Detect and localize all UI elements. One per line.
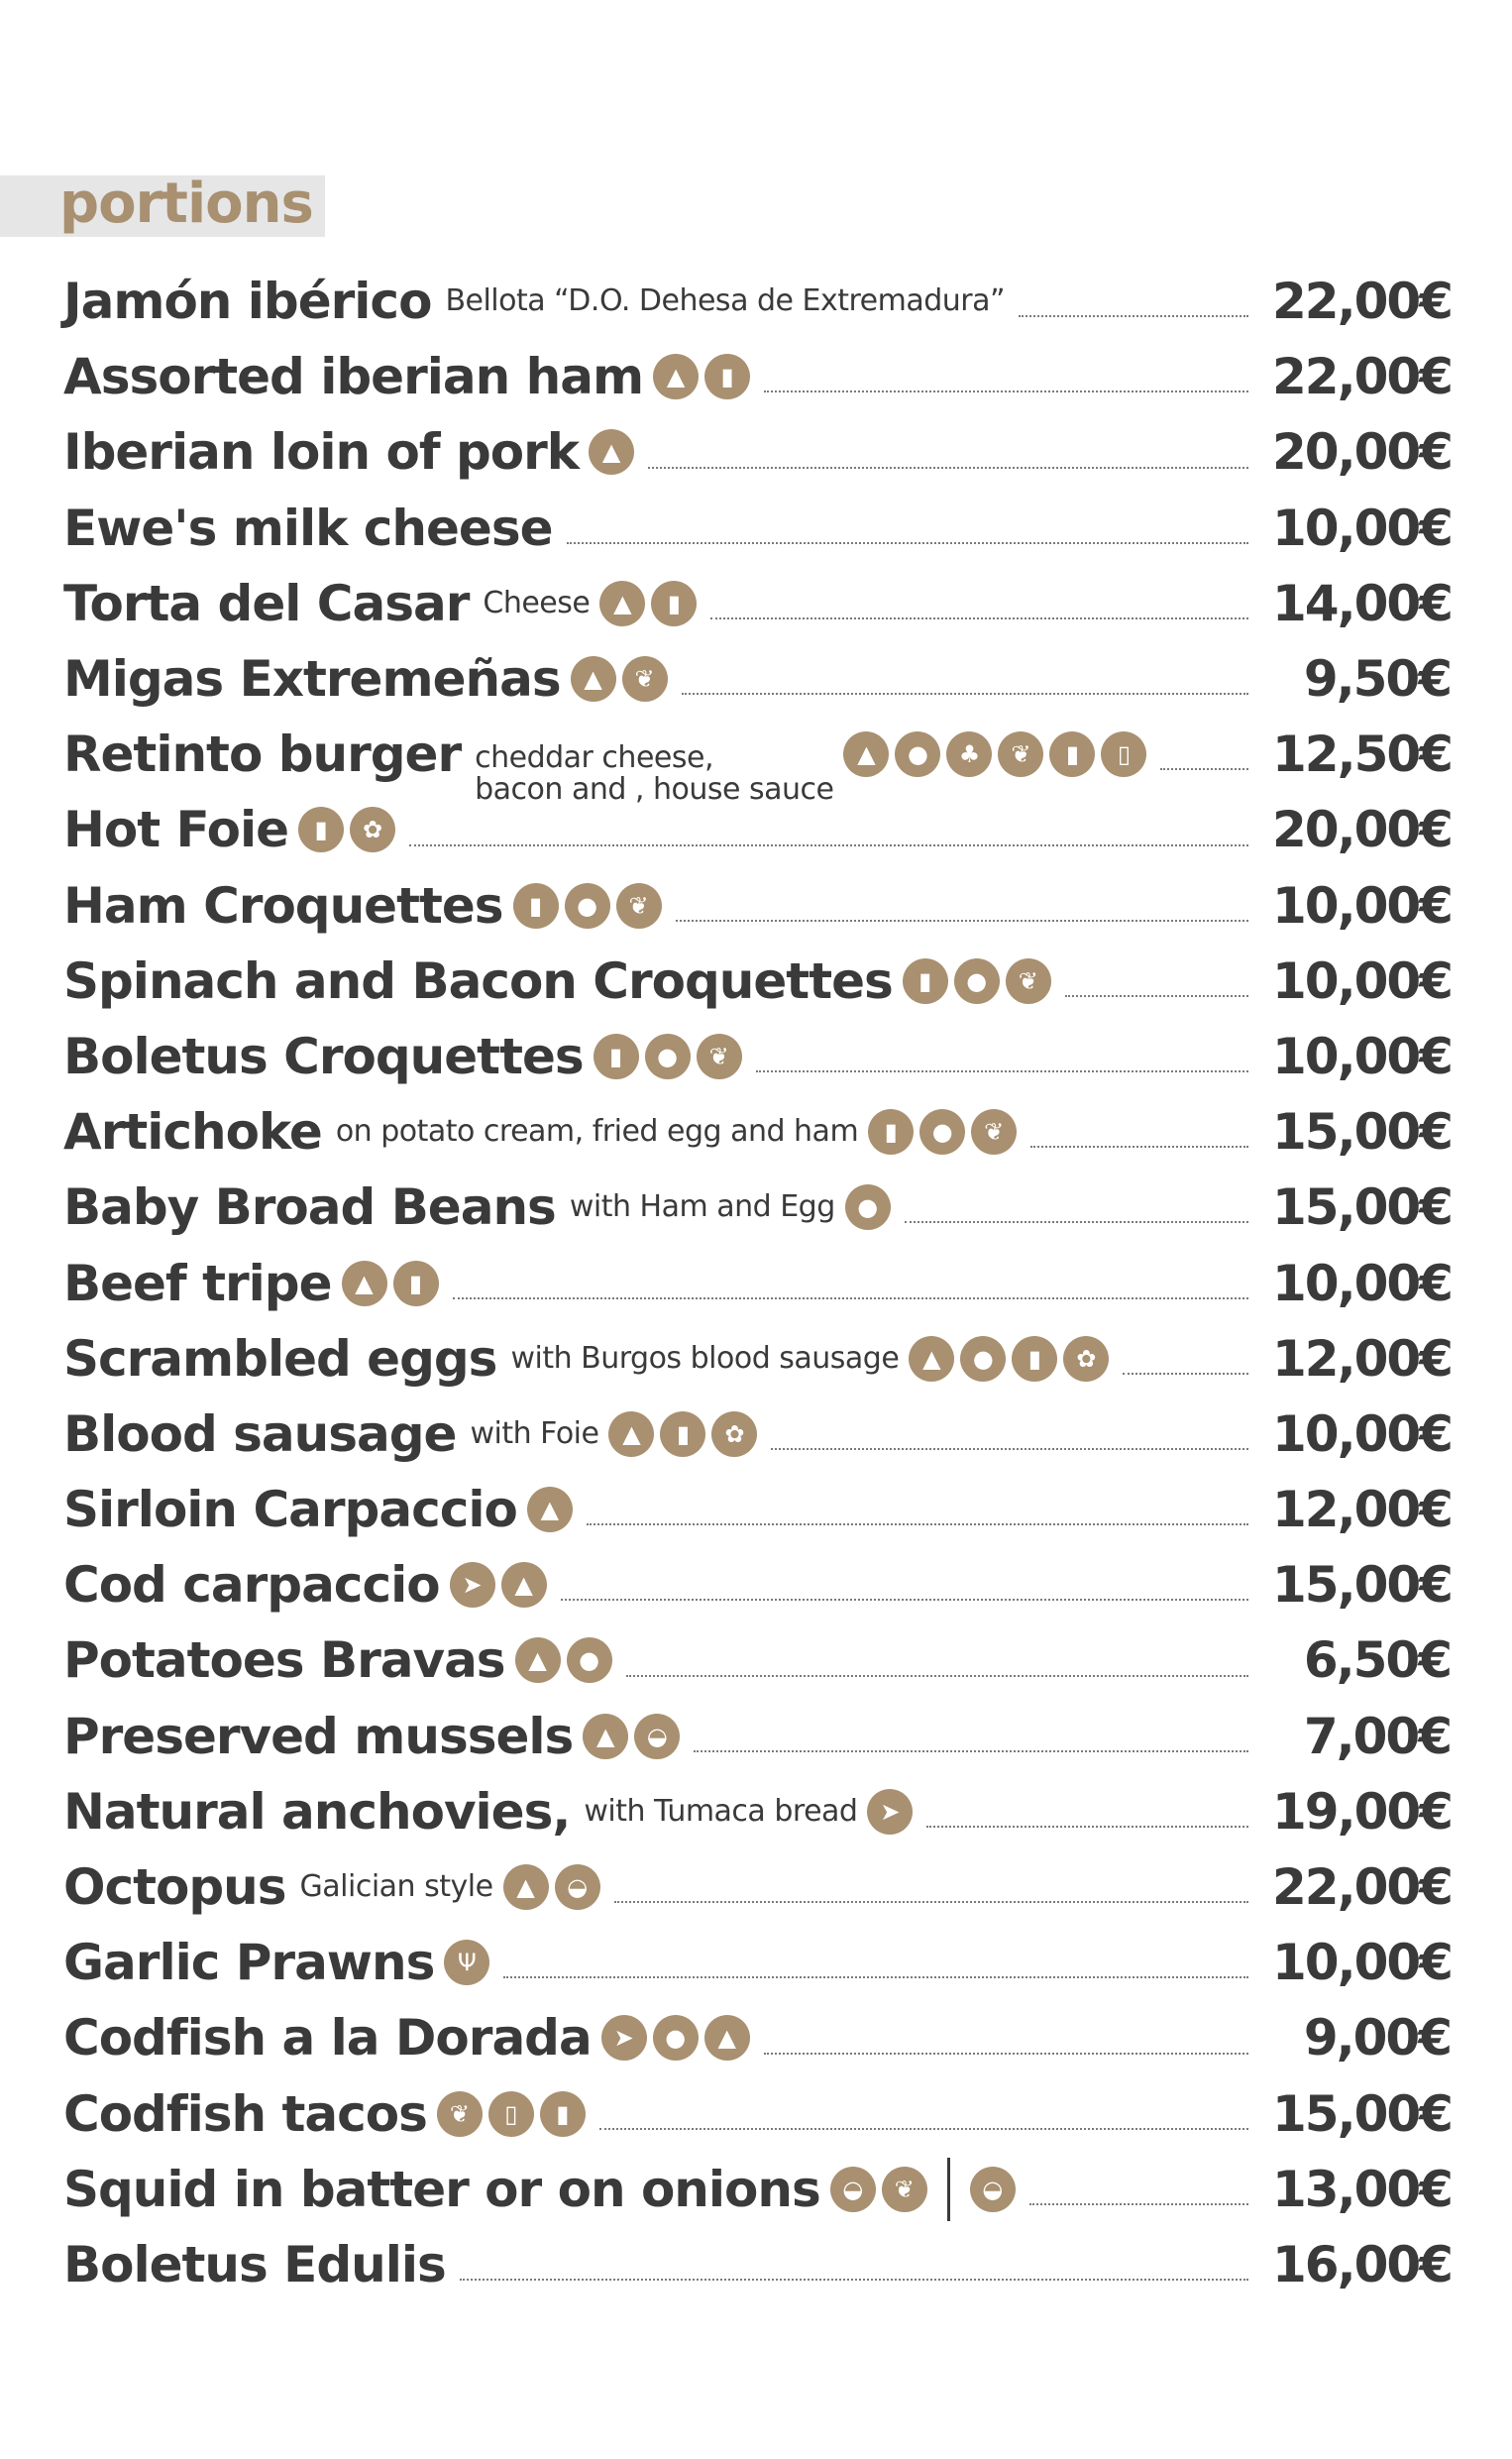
item-name: Ham Croquettes	[63, 876, 503, 935]
item-price: 22,00€	[1272, 1858, 1452, 1917]
menu-item	[63, 1774, 1451, 1849]
sulphites-icon: ▲	[501, 1562, 547, 1608]
dot-leader	[1123, 1373, 1248, 1375]
gluten-icon: ❦	[882, 2167, 927, 2212]
allergen-icons	[444, 1940, 489, 1985]
item-name: Preserved mussels	[63, 1707, 574, 1765]
menu-item	[63, 1094, 1451, 1170]
fish-icon: ➤	[450, 1562, 495, 1608]
dot-leader	[1160, 768, 1248, 770]
menu-item	[63, 1170, 1451, 1245]
item-name: Octopus	[63, 1858, 286, 1917]
item-price: 6,50€	[1303, 1631, 1451, 1690]
item-description: with Foie	[470, 1415, 599, 1451]
sulphites-icon: ▲	[583, 1714, 628, 1759]
dot-leader	[599, 2128, 1248, 2130]
menu-item	[63, 2227, 1451, 2302]
sulphites-icon: ▲	[704, 2015, 750, 2061]
dot-leader	[567, 542, 1249, 544]
item-price: 14,00€	[1272, 574, 1452, 632]
dot-leader	[1065, 995, 1248, 997]
eggs-icon: ●	[954, 958, 1000, 1004]
menu-item	[63, 414, 1451, 490]
dot-leader	[409, 844, 1248, 846]
item-name: Scrambled eggs	[63, 1329, 497, 1388]
milk-icon: ▮	[660, 1411, 705, 1457]
menu-item	[63, 2076, 1451, 2152]
dot-leader	[587, 1523, 1248, 1525]
item-price: 22,00€	[1272, 348, 1452, 406]
allergen-icons	[342, 1261, 439, 1306]
item-name: Codfish a la Dorada	[63, 2009, 592, 2068]
allergen-icons	[868, 1109, 1017, 1155]
item-price: 10,00€	[1272, 876, 1452, 935]
item-price: 7,00€	[1303, 1707, 1451, 1765]
dot-leader	[1030, 1146, 1248, 1148]
milk-icon: ▮	[903, 958, 948, 1004]
item-price: 10,00€	[1272, 1027, 1452, 1085]
dot-leader	[460, 2279, 1248, 2281]
allergen-icons	[571, 656, 668, 702]
item-name: Ewe's milk cheese	[63, 499, 553, 557]
item-name: Beef tripe	[63, 1254, 332, 1312]
sulphites-icon: ▲	[599, 581, 645, 626]
menu-item	[63, 1925, 1451, 2000]
item-price: 10,00€	[1272, 1934, 1452, 1992]
menu-item	[63, 2152, 1451, 2227]
fish-icon: ➤	[867, 1789, 913, 1835]
gluten-icon: ❦	[437, 2091, 483, 2137]
allergen-icons	[583, 1714, 680, 1759]
sulphites-icon: ▲	[515, 1637, 561, 1683]
sulphites-icon: ▲	[571, 656, 616, 702]
dot-leader	[694, 1750, 1248, 1752]
nuts-icon: ✿	[711, 1411, 757, 1457]
molluscs-icon: ◒	[555, 1864, 600, 1910]
item-price: 16,00€	[1272, 2235, 1452, 2293]
item-description: Cheese	[483, 585, 591, 620]
item-name: Artichoke	[63, 1103, 322, 1162]
menu-item	[63, 264, 1451, 339]
item-price: 12,00€	[1272, 1329, 1452, 1388]
sulphites-icon: ▲	[909, 1336, 954, 1382]
dot-leader	[764, 2053, 1248, 2055]
milk-icon: ▮	[594, 1034, 639, 1079]
allergen-icons	[599, 581, 697, 626]
milk-icon: ▮	[513, 883, 559, 929]
menu-item	[63, 1245, 1451, 1320]
allergen-icons	[843, 731, 1146, 777]
sulphites-icon: ▲	[653, 354, 699, 399]
item-name: Natural anchovies,	[63, 1782, 571, 1841]
allergen-icons	[845, 1184, 891, 1230]
item-name: Iberian loin of pork	[63, 423, 580, 482]
item-name: Codfish tacos	[63, 2084, 427, 2143]
allergen-icons	[903, 958, 1051, 1004]
gluten-icon: ❦	[971, 1109, 1017, 1155]
item-name: Boletus Croquettes	[63, 1027, 584, 1085]
dot-leader	[926, 1826, 1248, 1828]
item-price: 15,00€	[1272, 1103, 1452, 1162]
item-price: 9,00€	[1303, 2009, 1451, 2068]
item-price: 10,00€	[1272, 1404, 1452, 1463]
menu-item	[63, 1019, 1451, 1094]
dot-leader	[764, 391, 1248, 392]
dot-leader	[453, 1297, 1249, 1299]
item-name: Jamón ibérico	[63, 273, 432, 331]
menu-item	[63, 1699, 1451, 1774]
celery-icon: ♣	[946, 731, 992, 777]
gluten-icon: ❦	[998, 731, 1043, 777]
sulphites-icon: ▲	[342, 1261, 387, 1306]
dot-leader	[614, 1901, 1248, 1903]
eggs-icon: ●	[645, 1034, 691, 1079]
menu-item	[63, 1472, 1451, 1547]
item-price: 13,00€	[1272, 2160, 1452, 2218]
item-description: on potato cream, fried egg and ham	[335, 1114, 859, 1150]
item-name: Baby Broad Beans	[63, 1178, 556, 1237]
item-price: 20,00€	[1272, 801, 1452, 859]
item-name: Boletus Edulis	[63, 2235, 446, 2293]
item-price: 15,00€	[1272, 1556, 1452, 1615]
item-name: Garlic Prawns	[63, 1934, 435, 1992]
molluscs-icon: ◒	[634, 1714, 680, 1759]
gluten-icon: ❦	[616, 883, 662, 929]
menu-item	[63, 792, 1451, 867]
eggs-icon: ●	[895, 731, 940, 777]
item-price: 12,00€	[1272, 1481, 1452, 1539]
item-description: Bellota “D.O. Dehesa de Extremadura”	[445, 283, 1006, 319]
sulphites-icon: ▲	[608, 1411, 654, 1457]
allergen-icons	[503, 1864, 600, 1910]
crustaceans-icon: Ψ	[444, 1940, 489, 1985]
item-price: 10,00€	[1272, 1254, 1452, 1312]
item-name: Hot Foie	[63, 801, 289, 859]
eggs-icon: ●	[919, 1109, 965, 1155]
allergen-icons	[830, 2158, 1016, 2221]
allergen-icons	[909, 1336, 1109, 1382]
allergen-icons	[601, 2015, 750, 2061]
item-description-line: bacon and , house sauce	[475, 772, 834, 808]
eggs-icon: ●	[565, 883, 610, 929]
item-price: 12,50€	[1272, 726, 1452, 784]
nuts-icon: ✿	[350, 807, 395, 852]
item-description: with Ham and Egg	[569, 1189, 835, 1225]
sulphites-icon: ▲	[843, 731, 889, 777]
item-name: Migas Extremeñas	[63, 650, 561, 709]
menu-item	[63, 717, 1452, 808]
menu-item	[63, 1321, 1451, 1397]
fish-icon: ➤	[601, 2015, 647, 2061]
eggs-icon: ●	[653, 2015, 699, 2061]
sulphites-icon: ▲	[503, 1864, 549, 1910]
milk-icon: ▮	[704, 354, 750, 399]
item-name: Blood sausage	[63, 1404, 457, 1463]
molluscs-icon: ◒	[970, 2167, 1016, 2212]
milk-icon: ▮	[868, 1109, 914, 1155]
menu-item	[63, 868, 1451, 944]
nuts-icon: ✿	[1063, 1336, 1109, 1382]
item-description: Galician style	[299, 1869, 493, 1905]
dot-leader	[756, 1070, 1248, 1072]
menu-list	[63, 264, 1451, 2302]
milk-icon: ▮	[1049, 731, 1095, 777]
gluten-icon: ❦	[1006, 958, 1051, 1004]
allergen-icons	[437, 2091, 586, 2137]
dot-leader	[1029, 2203, 1248, 2205]
dot-leader	[682, 693, 1248, 695]
menu-item	[63, 566, 1451, 641]
sulphites-icon: ▲	[527, 1487, 573, 1532]
milk-icon: ▮	[1012, 1336, 1057, 1382]
menu-item	[63, 2000, 1451, 2075]
menu-item	[63, 1622, 1451, 1698]
menu-item	[63, 641, 1451, 717]
item-name: Sirloin Carpaccio	[63, 1481, 517, 1539]
item-name: Squid in batter or on onions	[63, 2160, 820, 2218]
eggs-icon: ●	[567, 1637, 612, 1683]
dot-leader	[503, 1976, 1248, 1978]
item-name: Potatoes Bravas	[63, 1631, 505, 1690]
item-description: with Tumaca bread	[584, 1793, 858, 1829]
item-price: 9,50€	[1303, 650, 1451, 709]
mustard-icon: ▯	[1101, 731, 1146, 777]
dot-leader	[905, 1221, 1248, 1223]
section-title: portions	[59, 171, 313, 236]
allergen-icons	[450, 1562, 547, 1608]
dot-leader	[561, 1599, 1248, 1601]
item-name: Retinto burger	[63, 726, 462, 784]
item-price: 22,00€	[1272, 273, 1452, 331]
menu-item	[63, 491, 1451, 566]
eggs-icon: ●	[845, 1184, 891, 1230]
dot-leader	[710, 617, 1248, 619]
item-name: Torta del Casar	[63, 574, 470, 632]
menu-item	[63, 944, 1451, 1019]
dot-leader	[771, 1448, 1248, 1450]
milk-icon: ▮	[540, 2091, 586, 2137]
gluten-icon: ❦	[697, 1034, 742, 1079]
menu-item	[63, 1547, 1451, 1622]
item-name: Assorted iberian ham	[63, 348, 644, 406]
dot-leader	[648, 467, 1248, 469]
milk-icon: ▮	[393, 1261, 439, 1306]
dot-leader	[1019, 315, 1248, 317]
allergen-icons	[513, 883, 662, 929]
allergen-icons	[867, 1789, 913, 1835]
item-price: 15,00€	[1272, 1178, 1452, 1237]
allergen-icons	[527, 1487, 573, 1532]
item-description: with Burgos blood sausage	[510, 1340, 900, 1376]
gluten-icon: ❦	[622, 656, 668, 702]
menu-item	[63, 1849, 1451, 1925]
allergen-icons	[589, 429, 634, 475]
molluscs-icon: ◒	[830, 2167, 876, 2212]
dot-leader	[676, 920, 1248, 922]
item-price: 19,00€	[1272, 1782, 1452, 1841]
item-price: 15,00€	[1272, 2084, 1452, 2143]
item-description-line: cheddar cheese,	[475, 740, 713, 776]
item-price: 20,00€	[1272, 423, 1452, 482]
allergen-icons	[653, 354, 750, 399]
dot-leader	[626, 1675, 1248, 1677]
allergen-icons	[298, 807, 395, 852]
allergen-icons	[515, 1637, 612, 1683]
mustard-icon: ▯	[488, 2091, 534, 2137]
item-price: 10,00€	[1272, 951, 1452, 1010]
item-price: 10,00€	[1272, 499, 1452, 557]
item-name: Cod carpaccio	[63, 1556, 440, 1615]
menu-item	[63, 1397, 1451, 1472]
allergen-icons	[594, 1034, 742, 1079]
item-name: Spinach and Bacon Croquettes	[63, 951, 893, 1010]
sulphites-icon: ▲	[589, 429, 634, 475]
eggs-icon: ●	[960, 1336, 1006, 1382]
separator	[947, 2158, 950, 2221]
milk-icon: ▮	[298, 807, 344, 852]
allergen-icons	[608, 1411, 757, 1457]
milk-icon: ▮	[651, 581, 697, 626]
menu-item	[63, 339, 1451, 414]
